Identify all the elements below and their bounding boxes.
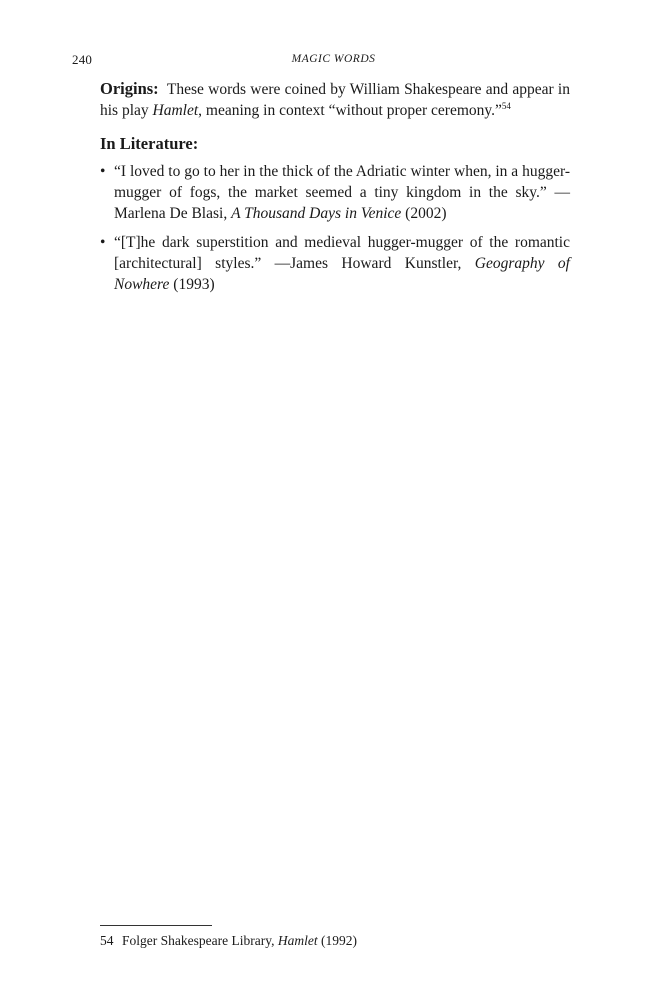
origins-label: Origins: (100, 79, 159, 98)
footnote-year: (1992) (320, 933, 357, 948)
origins-text-2: , meaning in context “without proper ceremony.” (198, 102, 502, 119)
quote-work: A Thousand Days in Venice (231, 205, 402, 222)
quote-year: (1993) (173, 276, 215, 293)
footnote-reference[interactable]: 54 (501, 100, 511, 111)
footnote-text: Folger Shakespeare Library, (122, 933, 275, 948)
quote-item (100, 232, 570, 295)
quote-text: “I loved to go to her in the thick of the Adriatic winter when, in a hugger-mugger of fogs, the market seemed a tiny kingdom in the sky.” —Marlena De Blasi, (114, 163, 570, 222)
quote-year: (2002) (405, 205, 447, 222)
running-title: MAGIC WORDS (291, 53, 376, 65)
page-body (100, 78, 570, 303)
bullet-icon: • (100, 163, 106, 180)
literature-heading: In Literature: (100, 134, 199, 153)
origins-title: Hamlet (152, 102, 199, 119)
quote-work: Geography of Nowhere (114, 255, 570, 293)
footnote (100, 932, 357, 950)
origins-paragraph (100, 78, 570, 121)
quote-text: “[T]he dark superstition and medieval hugger-mugger of the romantic [architectural] styles.” —James Howard Kunstler, (114, 234, 570, 272)
page-number: 240 (72, 52, 93, 67)
footnote-work: Hamlet (277, 933, 318, 948)
footnote-number: 54 (100, 933, 114, 948)
footnote-divider (100, 925, 212, 926)
origins-text-1: These words were coined by William Shakespeare and appear in his play (100, 81, 570, 119)
bullet-icon: • (100, 234, 106, 251)
quote-item (100, 161, 570, 224)
quote-list (100, 161, 570, 295)
